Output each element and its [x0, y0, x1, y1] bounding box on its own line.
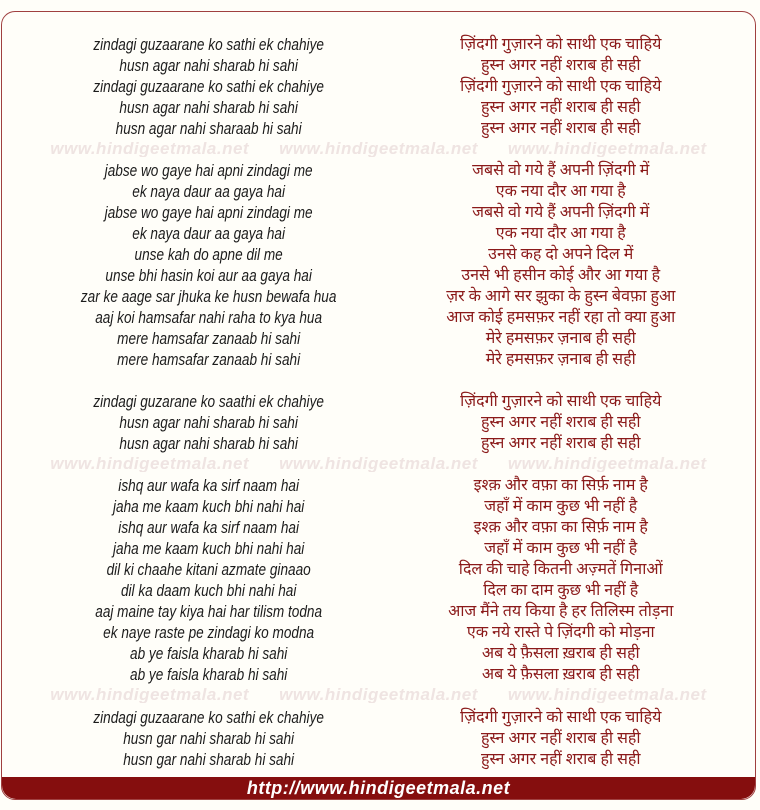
lyric-hindi-line: इश्क़ और वफ़ा का सिर्फ़ नाम है: [473, 519, 648, 536]
lyric-hindi-line: आज कोई हमसफ़र नहीं रहा तो क्या हुआ: [446, 309, 676, 326]
lyric-roman-line: zar ke aage sar jhuka ke husn bewafa hua: [80, 287, 337, 306]
lyric-roman-line: dil ki chaahe kitani azmate ginaao: [106, 560, 311, 579]
lyric-roman-line: husn agar nahi sharab hi sahi: [119, 56, 298, 75]
lyric-hindi-line: अब ये फ़ैसला ख़राब ही सही: [481, 666, 640, 683]
lyric-hindi-line: हुस्न अगर नहीं शराब ही सही: [480, 435, 641, 452]
lyric-roman-line: jabse wo gaye hai apni zindagi me: [104, 203, 313, 222]
watermark-text: www.hindigeetmala.net: [50, 455, 250, 472]
watermark-row: [2, 686, 755, 703]
lyric-roman-column: [40, 707, 341, 770]
watermark-text: www.hindigeetmala.net: [507, 455, 707, 472]
lyric-roman-line: unse bhi hasin koi aur aa gaya hai: [105, 266, 312, 285]
lyric-hindi-line: हुस्न अगर नहीं शराब ही सही: [480, 730, 641, 747]
lyric-roman-line: aaj koi hamsafar nahi raha to kya hua: [95, 308, 323, 327]
lyric-roman-column: [40, 160, 341, 370]
lyric-hindi-line: एक नये रास्ते पे ज़िंदगी को मोड़ना: [466, 624, 655, 641]
watermark-text: www.hindigeetmala.net: [279, 140, 478, 157]
lyric-hindi-line: ज़िंदगी गुज़ारने को साथी एक चाहिये: [460, 709, 662, 726]
lyric-hindi-line: मेरे हमसफ़र ज़नाब ही सही: [485, 351, 636, 368]
lyric-roman-column: [40, 391, 341, 454]
lyric-hindi-column: [379, 34, 756, 139]
lyric-roman-line: husn agar nahi sharab hi sahi: [119, 434, 298, 453]
footer-url[interactable]: http://www.hindigeetmala.net: [246, 778, 511, 798]
watermark-text: www.hindigeetmala.net: [279, 686, 478, 703]
watermark-text: www.hindigeetmala.net: [50, 686, 250, 703]
lyric-hindi-line: उनसे कह दो अपने दिल में: [488, 246, 634, 263]
lyrics-panel: [1, 11, 756, 800]
lyric-hindi-line: हुस्न अगर नहीं शराब ही सही: [480, 414, 641, 431]
lyric-roman-column: [40, 475, 341, 685]
watermark-text: www.hindigeetmala.net: [507, 140, 707, 157]
lyric-roman-line: jaha me kaam kuch bhi nahi hai: [113, 497, 305, 516]
lyric-roman-line: zindagi guzaarane ko sathi ek chahiye: [93, 35, 324, 54]
watermark-row: [2, 140, 755, 157]
lyric-roman-line: ek naya daur aa gaya hai: [132, 182, 286, 201]
lyric-hindi-column: [379, 391, 756, 454]
lyric-roman-line: unse kah do apne dil me: [134, 245, 283, 264]
lyric-hindi-line: जहाँ में काम कुछ भी नहीं है: [484, 498, 638, 515]
lyric-roman-line: mere hamsafar zanaab hi sahi: [117, 329, 301, 348]
lyric-hindi-line: जबसे वो गये हैं अपनी ज़िंदगी में: [472, 162, 650, 179]
lyric-roman-line: mere hamsafar zanaab hi sahi: [117, 350, 301, 369]
lyric-hindi-line: ज़र के आगे सर झुका के हुस्न बेवफ़ा हुआ: [446, 288, 676, 305]
lyric-roman-line: husn gar nahi sharab hi sahi: [123, 729, 295, 748]
lyric-hindi-line: इश्क़ और वफ़ा का सिर्फ़ नाम है: [473, 477, 648, 494]
lyric-roman-line: ab ye faisla kharab hi sahi: [130, 644, 288, 663]
lyric-roman-line: zindagi guzarane ko saathi ek chahiye: [93, 392, 324, 411]
lyric-roman-line: ek naye raste pe zindagi ko modna: [103, 623, 315, 642]
lyric-hindi-line: उनसे भी हसीन कोई और आ गया है: [461, 267, 661, 284]
lyric-hindi-line: अब ये फ़ैसला ख़राब ही सही: [481, 645, 640, 662]
lyric-roman-line: jabse wo gaye hai apni zindagi me: [104, 161, 313, 180]
lyric-hindi-line: ज़िंदगी गुज़ारने को साथी एक चाहिये: [460, 78, 662, 95]
lyric-hindi-line: आज मैंने तय किया है हर तिलिस्म तोड़ना: [448, 603, 674, 620]
watermark-text: www.hindigeetmala.net: [279, 455, 478, 472]
lyric-roman-line: ab ye faisla kharab hi sahi: [130, 665, 288, 684]
lyric-hindi-column: [379, 475, 756, 685]
lyric-hindi-line: मेरे हमसफ़र ज़नाब ही सही: [485, 330, 636, 347]
lyric-roman-line: ek naya daur aa gaya hai: [132, 224, 286, 243]
lyric-hindi-line: हुस्न अगर नहीं शराब ही सही: [480, 120, 641, 137]
stanza: [2, 707, 755, 770]
lyric-hindi-line: हुस्न अगर नहीं शराब ही सही: [480, 751, 641, 768]
lyric-roman-line: jaha me kaam kuch bhi nahi hai: [113, 539, 305, 558]
lyric-roman-line: husn agar nahi sharab hi sahi: [119, 413, 298, 432]
lyric-roman-line: ishq aur wafa ka sirf naam hai: [118, 476, 299, 495]
lyric-hindi-column: [379, 707, 756, 770]
lyric-roman-line: husn agar nahi sharaab hi sahi: [115, 119, 302, 138]
lyric-hindi-line: दिल का दाम कुछ भी नहीं है: [483, 582, 639, 599]
watermark-row: [2, 455, 755, 472]
lyric-hindi-line: दिल की चाहे कितनी अज़्मतें गिनाओं: [458, 561, 663, 578]
lyric-roman-column: [40, 34, 341, 139]
lyric-roman-line: zindagi guzaarane ko sathi ek chahiye: [93, 77, 324, 96]
footer-bar: [2, 777, 755, 799]
lyric-roman-line: ishq aur wafa ka sirf naam hai: [118, 518, 299, 537]
lyric-roman-line: dil ka daam kuch bhi nahi hai: [120, 581, 297, 600]
lyrics-content: [2, 12, 755, 770]
lyric-hindi-line: ज़िंदगी गुज़ारने को साथी एक चाहिये: [460, 393, 662, 410]
lyric-hindi-line: हुस्न अगर नहीं शराब ही सही: [480, 99, 641, 116]
lyric-roman-line: zindagi guzaarane ko sathi ek chahiye: [93, 708, 324, 727]
stanza: [2, 391, 755, 454]
lyric-hindi-line: जबसे वो गये हैं अपनी ज़िंदगी में: [472, 204, 650, 221]
watermark-text: www.hindigeetmala.net: [50, 140, 250, 157]
lyric-hindi-column: [379, 160, 756, 370]
lyric-hindi-line: जहाँ में काम कुछ भी नहीं है: [484, 540, 638, 557]
watermark-text: www.hindigeetmala.net: [507, 686, 707, 703]
lyric-roman-line: husn gar nahi sharab hi sahi: [123, 750, 295, 769]
lyric-hindi-line: हुस्न अगर नहीं शराब ही सही: [480, 57, 641, 74]
stanza: [2, 160, 755, 370]
lyric-roman-line: husn agar nahi sharab hi sahi: [119, 98, 298, 117]
lyric-hindi-line: ज़िंदगी गुज़ारने को साथी एक चाहिये: [460, 36, 662, 53]
lyric-roman-line: aaj maine tay kiya hai har tilism todna: [95, 602, 323, 621]
stanza: [2, 475, 755, 685]
stanza: [2, 34, 755, 139]
lyric-hindi-line: एक नया दौर आ गया है: [495, 183, 626, 200]
lyric-hindi-line: एक नया दौर आ गया है: [495, 225, 626, 242]
